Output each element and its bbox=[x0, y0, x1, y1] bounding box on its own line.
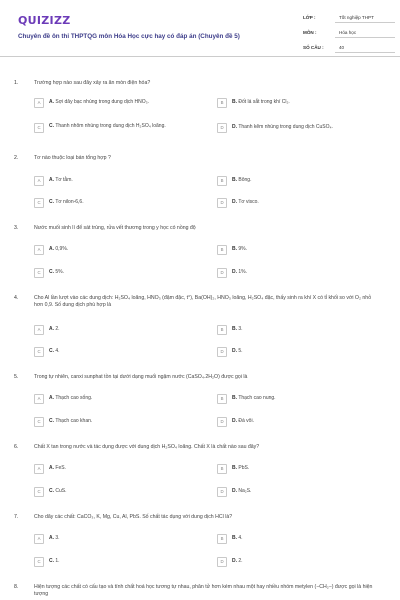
option-letter: A. bbox=[49, 465, 54, 471]
question-text: Cho dãy các chất: CaCO₃, K, Mg, Cu, Al, PbS. Số chất tác dụng với dung dịch HCl là? bbox=[34, 514, 233, 520]
option-letter: C. bbox=[49, 348, 54, 354]
option-box: A bbox=[34, 464, 44, 474]
option-text: Thạch cao nung. bbox=[238, 395, 276, 401]
option-text: 9%. bbox=[238, 246, 248, 252]
question-number: 4. bbox=[14, 295, 19, 301]
option-box: D bbox=[217, 347, 227, 357]
option-letter: C. bbox=[49, 123, 54, 129]
option-box: D bbox=[217, 198, 227, 208]
option-letter: B. bbox=[232, 465, 237, 471]
option-text: Thạch cao sống. bbox=[55, 395, 93, 401]
option-box: A bbox=[34, 176, 44, 186]
meta-value: Hóa học bbox=[339, 30, 357, 35]
option-box: B bbox=[217, 98, 227, 108]
option-box: B bbox=[217, 394, 227, 404]
option-text: Tơ visco. bbox=[238, 199, 259, 205]
option-box: B bbox=[217, 176, 227, 186]
option-letter: C. bbox=[49, 418, 54, 424]
option-text: Thanh kẽm nhúng trong dung dịch CuSO₄. bbox=[238, 124, 333, 130]
option-letter: D. bbox=[232, 348, 237, 354]
option-text: 2. bbox=[55, 326, 60, 332]
quizizz-logo: QUIZIZZ bbox=[18, 14, 71, 27]
option-letter: D. bbox=[232, 558, 237, 564]
option-letter: C. bbox=[49, 558, 54, 564]
option-letter: D. bbox=[232, 199, 237, 205]
question-text: Nước muối sinh lí để sát trùng, rửa vết thương trong y học có nồng độ bbox=[34, 225, 196, 231]
option-letter: A. bbox=[49, 177, 54, 183]
option-letter: A. bbox=[49, 326, 54, 332]
worksheet-title: Chuyên đề ôn thi THPTQG môn Hóa Học cực hay có đáp án (Chuyên đề 5) bbox=[18, 33, 240, 40]
question-text: Tơ nào thuộc loại bán tổng hợp ? bbox=[34, 155, 111, 161]
question-text: Trường hợp nào sau đây xảy ra ăn mòn điện hóa? bbox=[34, 80, 151, 86]
option-text: 5. bbox=[238, 348, 243, 354]
option-text: 5%. bbox=[55, 269, 65, 275]
meta-label: SỐ CÂU : bbox=[303, 45, 324, 50]
option-letter: B. bbox=[232, 99, 237, 105]
worksheet-header bbox=[0, 0, 400, 57]
option-letter: D. bbox=[232, 488, 237, 494]
option-box: B bbox=[217, 325, 227, 335]
option-box: B bbox=[217, 245, 227, 255]
option-box: C bbox=[34, 123, 44, 133]
option-text: Đốt lá sắt trong khí Cl₂. bbox=[238, 99, 290, 105]
question-number: 7. bbox=[14, 514, 19, 520]
option-box: C bbox=[34, 557, 44, 567]
option-letter: A. bbox=[49, 535, 54, 541]
option-letter: B. bbox=[232, 326, 237, 332]
option-box: A bbox=[34, 534, 44, 544]
question-text: Trong tự nhiên, canxi sunphat tồn tại dưới dạng muối ngậm nước (CaSO₄.2H₂O) được gọi là bbox=[34, 374, 248, 380]
option-box: B bbox=[217, 464, 227, 474]
question-text: Cho Al lần lượt vào các dung dịch: H₂SO₄ loãng, HNO₃ (đậm đặc, t°), Ba(OH)₂, HNO₃ loãng, H₂SO₄ đặc, thấy sinh ra khí X có tỉ khối so với O₂ nhỏ hơn 0,9. Số dung dịch phù hợp là bbox=[34, 295, 372, 309]
meta-underline bbox=[335, 37, 395, 38]
option-letter: C. bbox=[49, 269, 54, 275]
question-number: 5. bbox=[14, 374, 19, 380]
option-text: 3. bbox=[55, 535, 60, 541]
option-text: 4. bbox=[238, 535, 243, 541]
meta-value: 40 bbox=[339, 45, 345, 50]
option-letter: D. bbox=[232, 418, 237, 424]
question-text: Chất X tan trong nước và tác dụng được với dung dịch H₂SO₄ loãng. Chất X là chất nào sau đây? bbox=[34, 444, 260, 450]
option-box: A bbox=[34, 394, 44, 404]
option-text: 0,9%. bbox=[55, 246, 69, 252]
option-box: A bbox=[34, 325, 44, 335]
meta-underline bbox=[335, 22, 395, 23]
option-text: Thạch cao khan. bbox=[55, 418, 93, 424]
option-letter: D. bbox=[232, 269, 237, 275]
meta-label: MÔN : bbox=[303, 30, 317, 35]
question-number: 3. bbox=[14, 225, 19, 231]
option-text: Thanh nhôm nhúng trong dung dịch H₂SO₄ loãng. bbox=[55, 123, 166, 129]
meta-label: LỚP : bbox=[303, 15, 316, 20]
option-text: 3. bbox=[238, 326, 243, 332]
option-text: CuS. bbox=[55, 488, 67, 494]
meta-underline bbox=[335, 52, 395, 53]
option-text: 1. bbox=[55, 558, 60, 564]
question-text: Hiện tượng các chất có cấu tạo và tính chất hoá học tương tự nhau, phân tử hơn kém nhau một hay nhiều nhóm metylen (−CH₂−) được gọi là hiện tượng bbox=[34, 584, 373, 598]
option-text: 1%. bbox=[238, 269, 248, 275]
option-text: FeS. bbox=[55, 465, 66, 471]
question-number: 6. bbox=[14, 444, 19, 450]
option-box: C bbox=[34, 417, 44, 427]
option-text: Tơ nilon-6,6. bbox=[55, 199, 84, 205]
option-text: Tơ tằm. bbox=[55, 177, 73, 183]
option-letter: A. bbox=[49, 395, 54, 401]
option-letter: B. bbox=[232, 177, 237, 183]
option-box: D bbox=[217, 557, 227, 567]
option-text: 4. bbox=[55, 348, 60, 354]
option-letter: C. bbox=[49, 488, 54, 494]
meta-value: Tốt nghiệp THPT bbox=[339, 15, 374, 20]
option-text: Sợi dây bạc nhúng trong dung dịch HNO₃. bbox=[55, 99, 150, 105]
option-box: C bbox=[34, 198, 44, 208]
option-text: Bông. bbox=[238, 177, 252, 183]
option-letter: C. bbox=[49, 199, 54, 205]
option-box: D bbox=[217, 123, 227, 133]
option-text: 2. bbox=[238, 558, 243, 564]
option-box: C bbox=[34, 487, 44, 497]
option-box: B bbox=[217, 534, 227, 544]
option-text: Na₂S. bbox=[238, 488, 252, 494]
option-letter: A. bbox=[49, 99, 54, 105]
option-letter: B. bbox=[232, 535, 237, 541]
question-number: 2. bbox=[14, 155, 19, 161]
question-number: 1. bbox=[14, 80, 19, 86]
option-box: C bbox=[34, 347, 44, 357]
option-letter: D. bbox=[232, 124, 237, 130]
option-box: A bbox=[34, 245, 44, 255]
option-box: D bbox=[217, 268, 227, 278]
option-box: D bbox=[217, 487, 227, 497]
option-letter: B. bbox=[232, 395, 237, 401]
option-letter: A. bbox=[49, 246, 54, 252]
question-number: 8. bbox=[14, 584, 19, 590]
option-box: D bbox=[217, 417, 227, 427]
option-box: C bbox=[34, 268, 44, 278]
option-letter: B. bbox=[232, 246, 237, 252]
option-text: Đá vôi. bbox=[238, 418, 254, 424]
option-text: PbS. bbox=[238, 465, 250, 471]
option-box: A bbox=[34, 98, 44, 108]
